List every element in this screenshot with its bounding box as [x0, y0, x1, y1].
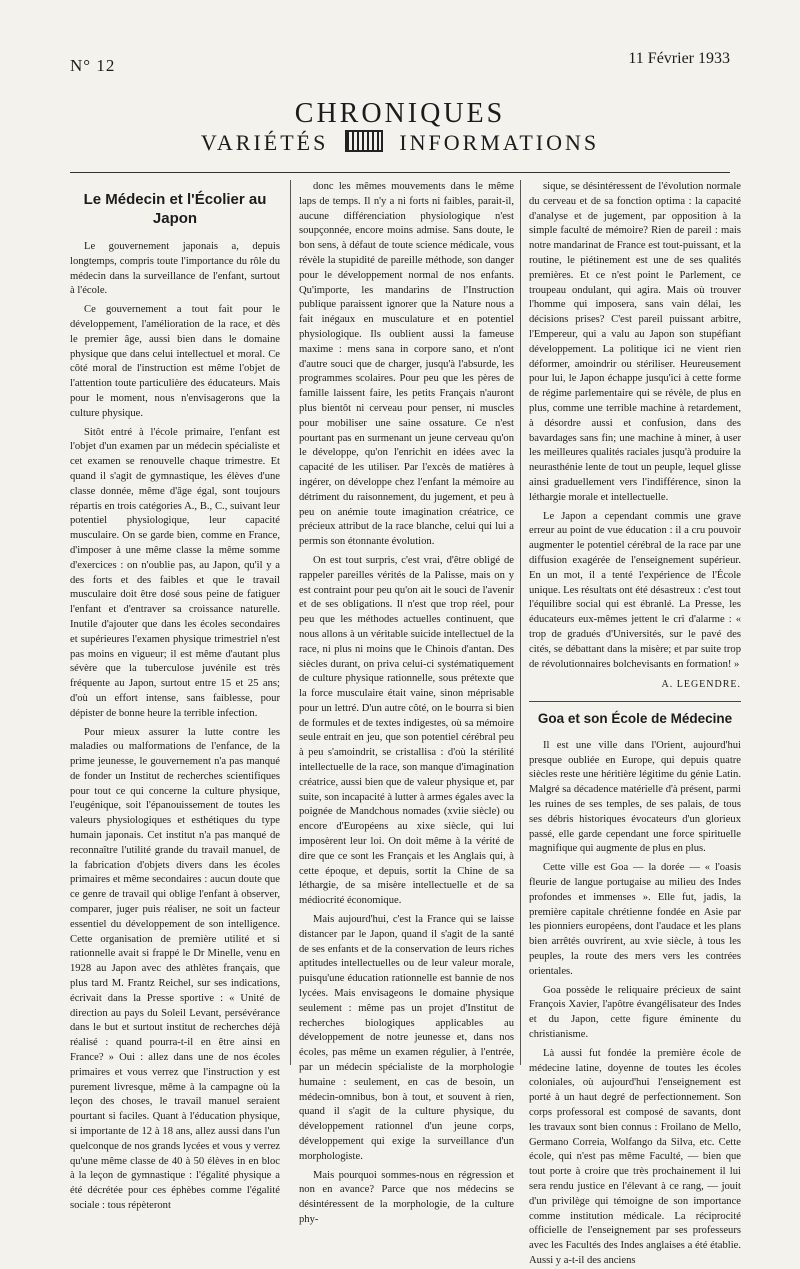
column-1	[70, 180, 280, 1211]
issue-number: N° 12	[70, 56, 116, 75]
header-rule	[70, 172, 730, 173]
article-separator	[529, 701, 741, 702]
paragraph: Le gouvernement japonais a, depuis longtemps, compris toute l'importance du rôle du médecin dans la surveillance de l'enfant, surtout à l'école.	[70, 241, 280, 297]
article-title: Le Médecin et l'Écolier au Japon	[83, 191, 267, 227]
paragraph: Pour mieux assurer la lutte contre les maladies ou malformations de l'enfance, de la prime jeunesse, le gouvernement n'a pas manqué de fonder un Institut de recherches scientifiques pour tout ce qui concerne la culture physique, l'eugénique, soit l'épanouissement de toutes les valeurs physiologiques et esthétiques du type humain japonais. Cet institut n'a pas manqué de reconnaître l'utilité grande du travail manuel, de la fabrication d'objets divers dans les écoles primaires et même secondaires : aucun doute que ce genre de travail qui oblige l'enfant à observer, comparer, juger puis réaliser, ne soit un facteur essentiel du développement de son intelligence. Cette organisation de première utilité et si rationnelle avait si frappé le Dr Minelle, venu en 1928 au Japon avec des athlètes français, que plus tard M. Frantz Reichel, sur ses indications, écrivait dans la Presse sportive : « Unité de direction au pays du Soleil Levant, persévérance dans le but et surtout institut de recherches déjà réalisé : quand pourra-t-il en être ainsi en France? » Oui : allez dans une de nos écoles primaires et vous verrez que l'instruction y est purement livresque, même à la campagne où la leçon des choses, le travail manuel seraient pourtant si faciles. Quant à l'éducation physique, si importante de 12 à 18 ans, allez aussi dans l'un quelconque de nos grands lycées et vous y verrez qu'une même classe de 40 à 50 élèves in en bloc à la leçon de gymnastique : l'égalité physique a été décrétée pour ces éphèbes comme l'égalité sociale : tous répèteront	[70, 726, 280, 1211]
paragraph: Mais pourquoi sommes-nous en régression et non en avance? Parce que nos médecins se désintéressent de la morphologie, de la culture phy-	[299, 1169, 514, 1225]
paragraph: Il est une ville dans l'Orient, aujourd'hui presque oubliée en Europe, qui depuis quatre siècles reste une héritière légitime du génie Latin. Malgré sa décadence matérielle d'à présent, parmi les ruines de ses temples, de ses palais, de tous ses débris historiques évocateurs d'un glorieux passé, elle garde cependant une force spirituelle magnifique qui augmente de plus en plus.	[529, 739, 741, 855]
author-signature: A. LEGENDRE.	[661, 679, 741, 691]
article-title: Goa et son École de Médecine	[537, 711, 733, 727]
paragraph: Là aussi fut fondée la première école de médecine latine, doyenne de toutes les écoles coloniales, où aujourd'hui l'enseignement est porté à un haut degré de perfectionnement. Son corps professoral est composé de savants, dont les travaux sont bien connus : Froilano de Mello, Germano Correia, Wolfango da Silva, etc. Cette école, qui n'est pas même Faculté, — bien que tout porte à croire que très prochainement il lui sera rendu justice en l'élevant à ce rang, — jouit d'un privilège qui témoigne de son importance comme institution médicale. La réciprocité officielle de l'enseignement par ses professeurs avec les Facultés des Indes anglaises a été établie. Aussi y a-t-il des anciens	[529, 1047, 741, 1266]
paragraph: Sitôt entré à l'école primaire, l'enfant est l'objet d'un examen par un médecin spécialiste et cet examen se renouvelle chaque trimestre. Et quand il s'agit de gymnastique, les élèves d'une classe donnée, même d'âge égal, sont toujours répartis en trois catégories A., B., C., suivant leur potentiel physiologique, leur capacité musculaire. On se garde bien, comme en France, d'imposer à une même classe la même somme d'exercices : on n'oublie pas, au Japon, qu'il y a des forts et des faibles et que le travail musculaire doit être dosé sous peine de fatiguer l'enfant et d'entraver sa croissance naturelle. Inutile d'ajouter que dans les écoles secondaires et supérieures l'examen physique trimestriel n'est pas moins en vigueur; il est même d'autant plus sévère que la tuberculose juvénile est très fréquente au Japon, surtout entre 15 et 25 ans; d'où un effort intense, sans faiblesse, pour dépister de bonne heure la terrible infection.	[70, 426, 280, 719]
column-3	[520, 180, 741, 1266]
issue-date: 11 Février 1933	[628, 50, 730, 67]
subtitle-left: VARIÉTÉS	[200, 130, 329, 155]
ornament-icon	[345, 130, 383, 152]
paragraph: sique, se désintéressent de l'évolution normale du cerveau et de sa fonction optima : la capacité d'analyse et de jugement, par opposition à la simple faculté de mémoire? Rien de pareil : mais notre mandarinat de France est tout-puissant, et la routine, le piétinement est une de ses qualités premières. Et ce n'est point le Parlement, ce troupeau ondulant, qui agira. Mais où trouver l'homme qui imposera, sans vain délai, les décisions prises? C'est pareil puissant arbitre, l'Empereur, qui a valu au Japon son stupéfiant développement. La politique ici ne vient rien déformer, amoindrir ou stériliser. Heureusement pour lui, le Japon échappe jusqu'ici à cette forme de régime parlementaire qui se révèle, de plus en plus, comme une terrible machine à retardement, à désordre aussi et confusion, dans des bavardages sans fin; une machine à miner, à user les meilleures qualités raciales jusqu'à produire la neurasthénie lente de tout un peuple, lequel glisse ainsi graduellement vers l'indifférence, sinon la léthargie morale et intellectuelle.	[529, 181, 741, 503]
paragraph: On est tout surpris, c'est vrai, d'être obligé de rappeler pareilles vérités de la Palisse, mais on y est contraint pour peu qu'on ait le souci de l'avenir et de ses obligations. Il n'est que trop réel, pour peu que les méthodes actuelles continuent, que nous allons à un véritable suicide intellectuel de la race, ni plus ni moins que le Chinois d'antan. Des siècles durant, on priva celui-ci systématiquement de culture physique rationnelle, sous prétexte que la force musculaire était vaine, sinon méprisable pour un lettré. D'un autre côté, on le bourra si bien de formules et de textes indigestes, où sa mémoire seule entrait en jeu, que son potentiel cérébral peu à peu s'amoindrit, se cristallisa : d'où la stérilité intellectuelle de la race, son manque d'imagination créatrice, aussi bien que de valeur physique et, par suite, son incapacité à lutter à armes égales avec la poignée de Mandchous nomades (xviie siècle) ou encore d'Européens au xixe siècle, qui lui imposèrent leur loi. On doit même à la vérité de dire que ce sont les Français et les Anglais qui, à cette époque, et depuis, sortit la Chine de sa léthargie, de sa misère intellectuelle et de sa médiocrité économique.	[299, 554, 514, 907]
section-title: CHRONIQUES	[294, 98, 506, 129]
subtitle-right: INFORMATIONS	[399, 130, 600, 155]
section-subtitle	[0, 130, 800, 156]
column-2	[290, 180, 514, 1225]
paragraph: Mais aujourd'hui, c'est la France qui se laisse distancer par le Japon, quand il s'agit de la santé de ses enfants et de la conservation de leurs riches aptitudes intellectuelles ou de leur valeur morale, puisqu'une éducation rationnelle est bannie de nos lycées. Mais envisageons le domaine physique seulement : même pas un projet d'Institut de recherches biologiques applicables au développement de notre jeunesse et, dans nos écoles, pas même un examen régulier, à l'entrée, par un médecin spécialiste de la morphologie humaine : seulement, en cas de besoin, un médecin-omnibus, bon à tout, et souvent à rien, quand il s'agit de la culture physique, du développement rationnel d'un jeune corps, développement qui exige la surveillance d'un morphologiste.	[299, 914, 514, 1162]
paragraph: Ce gouvernement a tout fait pour le développement, l'amélioration de la race, et dès le premier âge, aussi bien dans le domaine physique que dans celui intellectuel et moral. Ce côté moral de l'instruction est même l'objet de l'attention toute particulière des éducateurs. Mais pour le moment, nous n'envisagerons que la culture physique.	[70, 304, 280, 419]
paragraph: Le Japon a cependant commis une grave erreur au point de vue éducation : il a cru pouvoir augmenter le potentiel cérébral de la race par une diffusion exagérée de l'enseignement supérieur. En un mot, il a tenté l'expérience de l'École unique. Les résultats ont été désastreux : c'est tout l'équilibre social qui est ébranlé. La Presse, les éducateurs eux-mêmes jettent le cri d'alarme : « trop de gradués d'Universités, sur le pavé des cités, se débattant dans la misère; et par suite trop de révolutionnaires bolchevisants en formation! »	[529, 510, 741, 670]
paragraph: Goa possède le reliquaire précieux de saint François Xavier, l'apôtre évangélisateur des Indes et du Japon, cette figure éminente du christianisme.	[529, 984, 741, 1041]
paragraph: Cette ville est Goa — la dorée — « l'oasis fleurie de langue portugaise au milieu des Indes profondes et immenses ». Elle fut, jadis, la première capitale chrétienne fondée en Asie par les pionniers européens, dont l'audace et les plans bien arrêtés ouvrirent, au xvie siècle, à tous les peuples, la route des mers vers les contrées orientales.	[529, 862, 741, 977]
paragraph: donc les mêmes mouvements dans le même laps de temps. Il n'y a ni forts ni faibles, parait-il, aucune différenciation physiologique n'est soupçonnée, encore moins admise. Sans doute, le bon sens, à défaut de toute science médicale, vous révèle la stupidité de pareille méthode, son danger pour le développement normal de nos enfants. Qu'importe, les mandarins de l'Instruction publique paraissent ignorer que la Nature nous a fait inégaux en musculature et en potentiel physiologique. Ils oublient aussi la fameuse maxime : mens sana in corpore sano, et n'ont d'autre souci que de charger, jusqu'à l'absurde, les programmes scolaires. Pour peu que les pères de famille laissent faire, les petits Français n'auront plus bientôt ni cerveau pour penser, ni muscles pour mobiliser une saine ossature. Ce n'est pourtant pas en surmenant un jeune cerveau qu'on le développe, qu'on l'enrichit en idées avec la capacité de les utiliser. Par l'excès de matières à ingérer, on développe chez l'enfant la mémoire au détriment du raisonnement, du jugement, et peu à peu on anémie toute imagination créatrice, ce précieux attribut de la race blanche, celui qui lui a permis son étonnante évolution.	[299, 181, 514, 548]
